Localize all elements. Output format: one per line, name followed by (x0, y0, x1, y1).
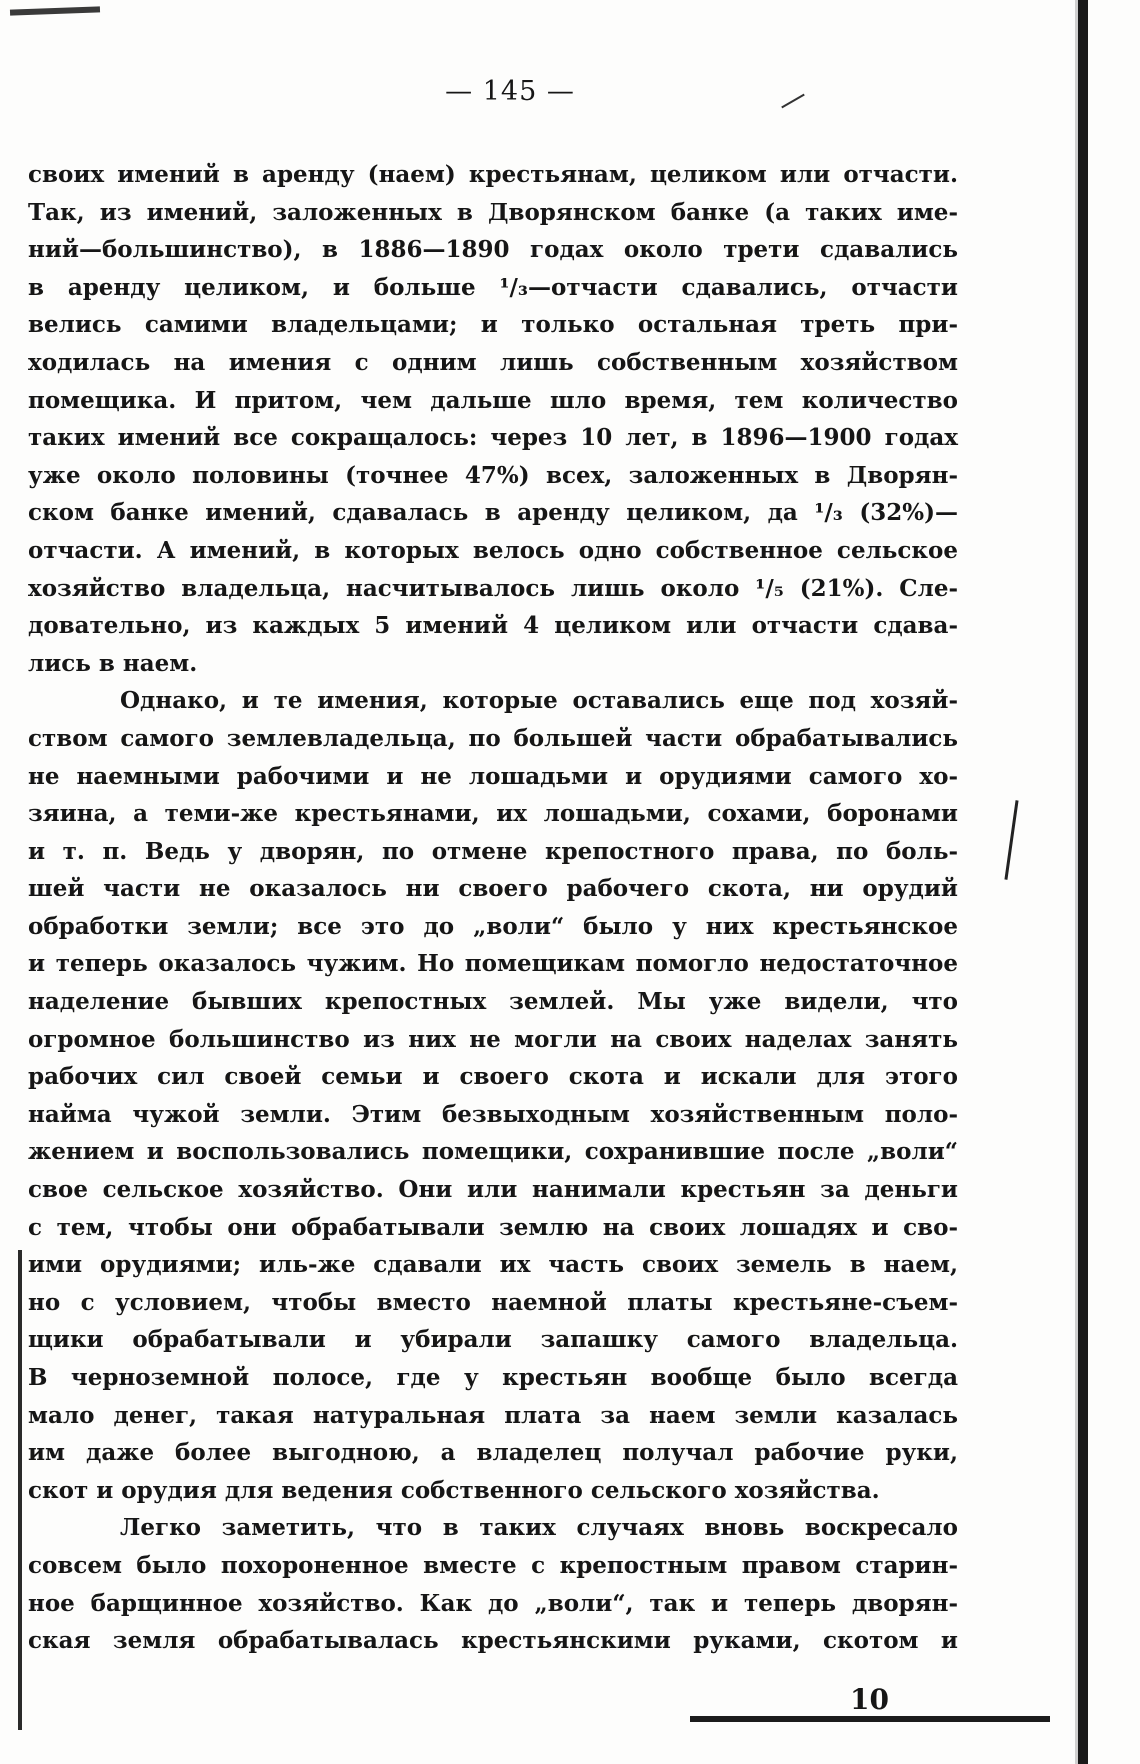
text-line: ими орудиями; иль-же сдавали их часть своих земель в наем, (28, 1251, 958, 1279)
text-line: совсем было похороненное вместе с крепостным правом старин- (28, 1551, 958, 1579)
text-line: своих имений в аренду (наем) крестьянам, целиком или отчасти. (28, 161, 958, 188)
text-line: помещика. И притом, чем дальше шло время, тем количество (28, 386, 958, 414)
text-line: Легко заметить, что в таких случаях вновь воскресало (120, 1514, 958, 1542)
text-line: свое сельское хозяйство. Они или нанимали крестьян за деньги (28, 1176, 958, 1204)
text-line: обработки земли; все это до „воли“ было у них крестьянское (28, 912, 958, 940)
text-line: таких имений все сокращалось: через 10 лет, в 1896—1900 годах (28, 424, 958, 452)
text-line: довательно, из каждых 5 имений 4 целиком или отчасти сдава- (28, 612, 958, 640)
text-line: в аренду целиком, и больше ¹/₃—отчасти сдавались, отчасти (28, 273, 958, 301)
text-line: скот и орудия для ведения собственного сельского хозяйства. (28, 1476, 880, 1504)
text-line: зяина, а теми-же крестьянами, их лошадьми, сохами, боронами (28, 800, 958, 828)
text-line: жением и воспользовались помещики, сохранившие после „воли“ (28, 1138, 958, 1166)
text-line: ходилась на имения с одним лишь собственным хозяйством (28, 348, 958, 376)
body-text (28, 156, 958, 1660)
text-line: Однако, и те имения, которые оставались еще под хозяй- (120, 687, 958, 715)
footer-rule (690, 1716, 1050, 1722)
text-line: ством самого землевладельца, по большей части обрабатывались (28, 724, 958, 752)
text-line: В черноземной полосе, где у крестьян вообще было всегда (28, 1364, 958, 1391)
text-line: ском банке имений, сдавалась в аренду целиком, да ¹/₃ (32%)— (28, 499, 958, 527)
page-number: — 145 — (445, 76, 575, 107)
text-line: ская земля обрабатывалась крестьянскими руками, скотом и (28, 1627, 958, 1655)
text-line: мало денег, такая натуральная плата за наем земли казалась (28, 1401, 958, 1429)
text-line: рабочих сил своей семьи и своего скота и искали для этого (28, 1063, 958, 1091)
signature-mark: 10 (850, 1683, 889, 1716)
text-line: отчасти. А имений, в которых велось одно собственное сельское (28, 536, 958, 564)
text-line: ное барщинное хозяйство. Как до „воли“, так и теперь дворян- (28, 1589, 958, 1617)
page-edge-shadow-inner (1075, 0, 1078, 1764)
text-line: Так, из имений, заложенных в Дворянском банке (а таких име- (28, 198, 958, 226)
text-line: но с условием, чтобы вместо наемной платы крестьяне-съем- (28, 1288, 958, 1316)
text-line: щики обрабатывали и убирали запашку самого владельца. (28, 1326, 958, 1354)
text-line: найма чужой земли. Этим безвыходным хозяйственным поло- (28, 1100, 958, 1128)
text-line: с тем, чтобы они обрабатывали землю на своих лошадях и сво- (28, 1213, 958, 1241)
text-line: наделение бывших крепостных землей. Мы уже видели, что (28, 988, 958, 1016)
text-line: не наемными рабочими и не лошадьми и орудиями самого хо- (28, 762, 958, 790)
scan-artifact-top (10, 6, 100, 15)
text-line: уже около половины (точнее 47%) всех, заложенных в Дворян- (28, 461, 958, 489)
text-line: хозяйство владельца, насчитывалось лишь около ¹/₅ (21%). Сле- (28, 574, 958, 602)
text-line: велись самими владельцами; и только остальная треть при- (28, 311, 958, 339)
text-line: шей части не оказалось ни своего рабочего скота, ни орудий (28, 875, 958, 903)
page-edge-shadow (1078, 0, 1088, 1764)
text-line: и теперь оказалось чужим. Но помещикам помогло недостаточное (28, 950, 958, 978)
text-line: лись в наем. (28, 649, 198, 677)
text-line: ний—большинство), в 1886—1890 годах около трети сдавались (28, 236, 958, 264)
margin-line (18, 1250, 22, 1730)
text-line: огромное большинство из них не могли на своих наделах занять (28, 1025, 958, 1053)
text-line: им даже более выгодною, а владелец получал рабочие руки, (28, 1439, 958, 1467)
text-line: и т. п. Ведь у дворян, по отмене крепостного права, по боль- (28, 837, 958, 865)
margin-pencil-mark (1004, 800, 1018, 880)
